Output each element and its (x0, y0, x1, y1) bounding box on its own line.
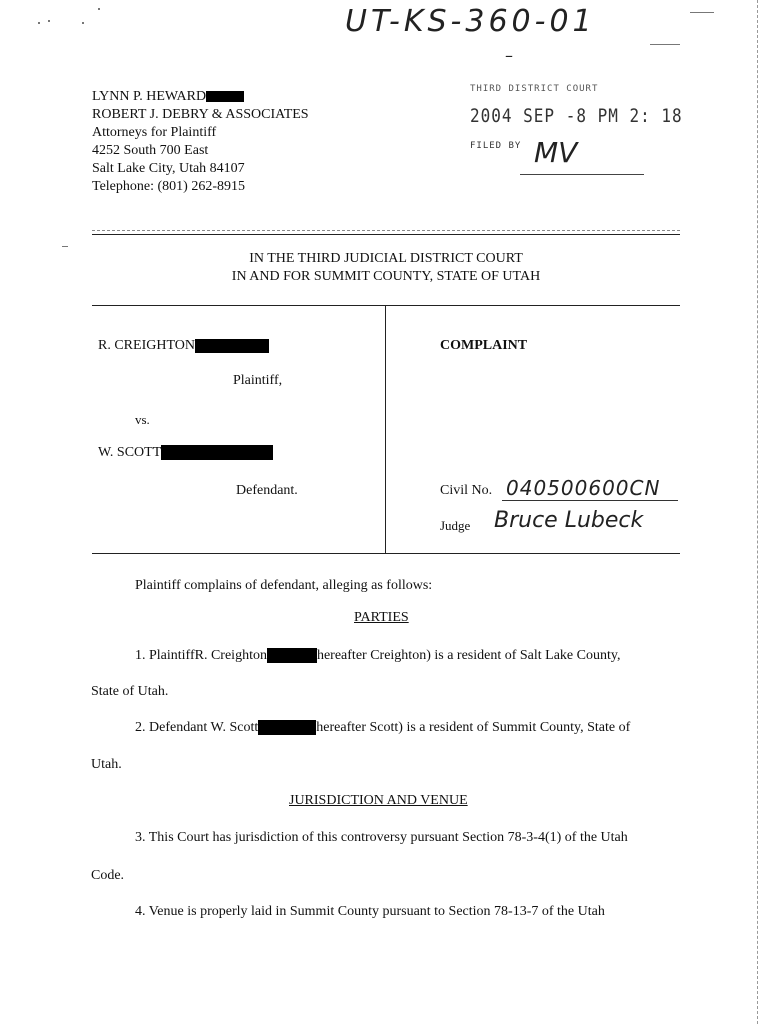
scan-speck (650, 44, 680, 45)
handwritten-dash: – (505, 46, 513, 65)
redaction-bar (195, 339, 269, 353)
scan-speck (82, 22, 84, 24)
attorney-line-2: ROBERT J. DEBRY & ASSOCIATES (92, 107, 309, 122)
stamp-court: THIRD DISTRICT COURT (470, 84, 599, 94)
judge-label: Judge (440, 518, 471, 533)
paragraph-1-continued: State of Utah. (91, 684, 169, 699)
paragraph-2: 2. Defendant W. Scott hereafter Scott) is a resident of Summit County, State of (135, 720, 631, 735)
defendant-name: W. SCOTT (98, 445, 273, 461)
paragraph-1: 1. PlaintiffR. Creighton hereafter Creighton) is a resident of Salt Lake County, (135, 648, 621, 663)
court-line-1: IN THE THIRD JUDICIAL DISTRICT COURT (249, 251, 523, 266)
attorney-line-3: Attorneys for Plaintiff (92, 125, 217, 140)
redaction-bar (258, 720, 316, 735)
attorney-block (92, 88, 309, 196)
plaintiff-name: R. CREIGHTON (98, 338, 269, 354)
paragraph-3: 3. This Court has jurisdiction of this controversy pursuant Section 78-3-4(1) of the Utah (135, 830, 628, 845)
scan-speck (98, 8, 100, 10)
civil-no-underline (502, 500, 678, 501)
paragraph-2-continued: Utah. (91, 757, 122, 772)
scan-edge (757, 0, 758, 1024)
separator-dotted (92, 230, 680, 231)
caption-divider (385, 305, 386, 553)
filed-by-line (520, 174, 644, 175)
paragraph-4: 4. Venue is properly laid in Summit County pursuant to Section 78-13-7 of the Utah (135, 904, 605, 919)
scan-speck (38, 22, 40, 24)
attorney-line-4: 4252 South 700 East (92, 143, 209, 158)
redaction-bar (267, 648, 317, 663)
filed-initials: MV (534, 136, 578, 169)
attorney-line-5: Salt Lake City, Utah 84107 (92, 161, 245, 176)
stamp-filed-by: FILED BY (470, 141, 522, 151)
caption-bottom-rule (92, 553, 680, 554)
heading-parties: PARTIES (354, 610, 409, 625)
handwritten-judge: Bruce Lubeck (494, 508, 644, 533)
civil-no-label: Civil No. (440, 483, 493, 498)
document-title: COMPLAINT (440, 338, 528, 353)
handwritten-civil-no: 040500600CN (506, 476, 661, 500)
attorney-line-1: LYNN P. HEWARD (92, 88, 309, 106)
attorney-line-6: Telephone: (801) 262-8915 (92, 179, 245, 194)
redaction-bar (206, 91, 244, 102)
redaction-bar (161, 445, 273, 460)
plaintiff-label: Plaintiff, (233, 373, 283, 388)
separator-solid (92, 234, 680, 235)
scan-speck (690, 12, 714, 13)
court-header (92, 250, 680, 286)
paragraph-3-continued: Code. (91, 868, 125, 883)
scan-speck (62, 246, 68, 247)
handwritten-case-number: UT-KS-360-01 (345, 4, 596, 39)
heading-jurisdiction: JURISDICTION AND VENUE (289, 793, 468, 808)
intro-paragraph: Plaintiff complains of defendant, alleging as follows: (135, 578, 433, 593)
court-line-2: IN AND FOR SUMMIT COUNTY, STATE OF UTAH (231, 269, 541, 284)
caption-top-rule (92, 305, 680, 306)
versus-label: vs. (135, 412, 150, 427)
defendant-label: Defendant. (236, 483, 298, 498)
scan-speck (48, 20, 50, 22)
stamp-datetime: 2004 SEP -8 PM 2: 18 (470, 104, 683, 127)
